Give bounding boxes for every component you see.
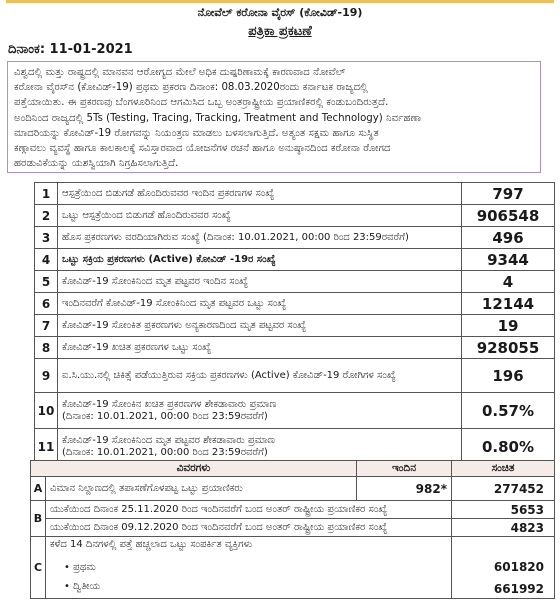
row-value: 4 xyxy=(462,271,555,293)
table-row xyxy=(31,477,555,501)
intro-line: ವಿಶ್ವದಲ್ಲಿ ಮತ್ತು ರಾಷ್ಟ್ರದಲ್ಲಿ ಮಾನವನ ಆರೋಗ್ಯದ ಮೇಲೆ ಅಧಿಕ ದುಷ್ಪರಿಣಾಮಕ್ಕೆ ಕಾರಣವಾದ ನೋವೆಲ್ xyxy=(14,67,346,78)
contacts-description: ಕಳೆದ 14 ದಿನಗಳಲ್ಲಿ ಪತ್ತೆ ಹಚ್ಚಲಾದ ಒಟ್ಟು ಸಂಪರ್ಕಿತ ವ್ಯಕ್ತಿಗಳು xyxy=(50,539,253,550)
row-description: ಕೋವಿಡ್-19 ಸೋಂಕಿನಿಂದ ಮೃತ ಪಟ್ಟವರ ಇಂದಿನ ಸಂಖ್ಯೆ xyxy=(58,271,462,293)
row-value: 196 xyxy=(462,359,555,393)
row-today-value: 982* xyxy=(357,477,452,501)
row-description-date: (ದಿನಾಂಕ: 10.01.2021, 00:00 ರಿಂದ 23:59ರವರೆಗೆ) xyxy=(62,410,268,422)
row-total-value xyxy=(452,537,555,599)
table-row xyxy=(31,537,555,599)
intro-line: ಅಂದಿನಿಂದ ರಾಜ್ಯದಲ್ಲಿ 5Ts (Testing, Tracing, Tracking, Treatment and Technology) ನಿರ್ವಹಣಾ xyxy=(14,112,422,124)
row-description: ಇಂದಿನವರೆಗೆ ಕೋವಿಡ್-19 ಸೋಂಕಿನಿಂದ ಮೃತ ಪಟ್ಟವರ ಒಟ್ಟು ಸಂಖ್ಯೆ xyxy=(58,293,462,315)
row-description: ಒಟ್ಟು ಸಕ್ರಿಯ ಪ್ರಕರಣಗಳು (Active) ಕೋವಿಡ್ -19ರ ಸಂಖ್ಯೆ xyxy=(58,249,462,271)
row-description: ಒಟ್ಟು ಆಸ್ಪತ್ರೆಯಿಂದ ಬಿಡುಗಡೆ ಹೊಂದಿರುವವರ ಸಂಖ್ಯೆ xyxy=(58,205,462,227)
row-description: ಐ.ಸಿ.ಯು.ನಲ್ಲಿ ಚಿಕಿತ್ಸೆ ಪಡೆಯುತ್ತಿರುವ ಸಕ್ರಿಯ ಪ್ರಕರಣಗಳು (Active) ಕೋವಿಡ್-19 ರೋಗಿಗಳ ಸಂಖ್ಯೆ xyxy=(58,359,462,393)
table-row xyxy=(35,337,555,359)
row-value: 9344 xyxy=(462,249,555,271)
row-number: 1 xyxy=(35,183,58,205)
row-description-line: ಕೋವಿಡ್-19 ಸೋಂಕಿನ ಖಚಿತ ಪ್ರಕರಣಗಳ ಶೇಕಡಾವಾರು ಪ್ರಮಾಣ xyxy=(62,398,277,410)
page-title: ನೋವೆಲ್ ಕರೋನಾ ವೈರಸ್ (ಕೋವಿಡ್-19) xyxy=(197,6,363,19)
row-value: 496 xyxy=(462,227,555,249)
column-header-today: ಇಂದಿನ xyxy=(357,461,452,477)
row-value: 19 xyxy=(462,315,555,337)
row-label: A xyxy=(31,477,46,501)
row-description-date: (ದಿನಾಂಕ: 10.01.2021, 00:00 ರಿಂದ 23:59ರವರೆಗೆ) xyxy=(62,446,268,458)
release-date: ದಿನಾಂಕ: 11-01-2021 xyxy=(8,42,133,57)
row-description: ಯುಕೆಯಿಂದ ದಿನಾಂಕ 25.11.2020 ರಿಂದ ಇಂದಿನವರೆಗೆ ಬಂದ ಅಂತರ್ ರಾಷ್ಟ್ರೀಯ ಪ್ರಯಾಣಿಕರ ಸಂಖ್ಯೆ xyxy=(46,501,452,519)
row-number: 7 xyxy=(35,315,58,337)
column-header-cumulative: ಸಂಚಿತ xyxy=(452,461,555,477)
intro-line: ಕರೋನಾ ವೈರಸ್‌ನ (ಕೋವಿಡ್-19) ಪ್ರಥಮ ಪ್ರಕರಣ ದಿನಾಂಕ: 08.03.2020ರಂದು ಕರ್ನಾಟಕ ರಾಜ್ಯದಲ್ಲಿ xyxy=(14,82,368,94)
contacts-secondary-label: • ದ್ವಿತೀಯ xyxy=(64,581,101,592)
row-value: 0.57% xyxy=(462,393,555,429)
row-description: ಕೋವಿಡ್-19 ಖಚಿತ ಪ್ರಕರಣಗಳ ಒಟ್ಟು ಸಂಖ್ಯೆ xyxy=(58,337,462,359)
row-number: 3 xyxy=(35,227,58,249)
row-number: 6 xyxy=(35,293,58,315)
travel-contacts-table xyxy=(30,460,555,599)
row-description: ವಿಮಾನ ನಿಲ್ದಾಣದಲ್ಲಿ ತಪಾಸಣೆಗೊಳಪಟ್ಟ ಒಟ್ಟು ಪ್ರಯಾಣಿಕರು xyxy=(46,477,357,501)
table-row xyxy=(35,359,555,393)
row-value: 12144 xyxy=(462,293,555,315)
contacts-secondary-value: 661992 xyxy=(493,582,544,596)
intro-line: ಕಣ್ಗಾವಲು ವ್ಯವಸ್ಥೆ ಹಾಗೂ ಕಾಲಕಾಲಕ್ಕೆ ಸವಿಸ್ತಾರವಾದ ಯೋಜನೆಗಳ ರಚನೆ ಹಾಗೂ ಅನುಷ್ಠಾನದಿಂದ ಕರೋನಾ ರೋಗದ xyxy=(14,143,391,155)
row-value: 0.80% xyxy=(462,429,555,465)
table-row xyxy=(35,227,555,249)
table-row xyxy=(35,249,555,271)
row-value: 928055 xyxy=(462,337,555,359)
row-number: 2 xyxy=(35,205,58,227)
row-description: ಹೊಸ ಪ್ರಕರಣಗಳು ವರದಿಯಾಗಿರುವ ಸಂಖ್ಯೆ (ದಿನಾಂಕ: 10.01.2021, 00:00 ರಿಂದ 23:59ರವರೆಗೆ) xyxy=(58,227,462,249)
row-value: 797 xyxy=(462,183,555,205)
row-description xyxy=(58,393,462,429)
table-row xyxy=(35,205,555,227)
row-total-value: 5653 xyxy=(452,501,555,519)
table-header-row xyxy=(31,461,555,477)
intro-line: ಹರಡುವಿಕೆಯನ್ನು ಯಶಸ್ವಿಯಾಗಿ ನಿಗ್ರಹಿಸಲಾಗುತ್ತಿದೆ. xyxy=(14,158,179,170)
contacts-primary-value: 601820 xyxy=(493,560,544,574)
row-description: ಕೋವಿಡ್-19 ಸೋಂಕಿತ ಪ್ರಕರಣಗಳು ಅನ್ಯಕಾರಣದಿಂದ ಮೃತ ಪಟ್ಟವರ ಸಂಖ್ಯೆ xyxy=(58,315,462,337)
table-row xyxy=(31,501,555,519)
row-description-line: ಕೋವಿಡ್-19 ಸೋಂಕಿನಿಂದ ಮೃತ ಪಟ್ಟವರ ಶೇಕಡಾವಾರು ಪ್ರಮಾಣ xyxy=(62,434,275,446)
press-release-heading xyxy=(0,24,560,39)
row-total-value: 4823 xyxy=(452,519,555,537)
row-number: 8 xyxy=(35,337,58,359)
table-row xyxy=(35,293,555,315)
intro-paragraph xyxy=(7,61,541,173)
row-description: ಆಸ್ಪತ್ರೆಯಿಂದ ಬಿಡುಗಡೆ ಹೊಂದಿರುವವರ ಇಂದಿನ ಪ್ರಕರಣಗಳ ಸಂಖ್ಯೆ xyxy=(58,183,462,205)
table-row xyxy=(35,393,555,429)
row-description: ಯುಕೆಯಿಂದ ದಿನಾಂಕ 09.12.2020 ರಿಂದ ಇಂದಿನವರೆಗೆ ಬಂದ ಅಂತರ್ ರಾಷ್ಟ್ರೀಯ ಪ್ರಯಾಣಿಕರ ಸಂಖ್ಯೆ xyxy=(46,519,452,537)
row-label: B xyxy=(31,501,46,537)
row-value: 906548 xyxy=(462,205,555,227)
table-row xyxy=(35,271,555,293)
row-description xyxy=(46,537,452,599)
table-row xyxy=(35,183,555,205)
press-release-label: ಪತ್ರಿಕಾ ಪ್ರಕಟಣೆ xyxy=(248,24,312,39)
row-total-value: 277452 xyxy=(452,477,555,501)
table-row xyxy=(31,519,555,537)
contacts-primary-label: • ಪ್ರಥಮ xyxy=(64,562,96,573)
row-number: 9 xyxy=(35,359,58,393)
top-band xyxy=(6,0,554,3)
intro-line: ಮಾದರಿಯನ್ನು ಕೋವಿಡ್-19 ರೋಗವನ್ನು ನಿಯಂತ್ರಣ ಮಾಡಲು ಬಳಸಲಾಗುತ್ತಿದೆ. ಅತ್ಯಂತ ಸಕ್ಷಮ ಹಾಗೂ ಸುಸ್ಥಿತ xyxy=(14,127,379,139)
row-number: 4 xyxy=(35,249,58,271)
table-row xyxy=(35,315,555,337)
row-number: 11 xyxy=(35,429,58,465)
row-number: 10 xyxy=(35,393,58,429)
row-label: C xyxy=(31,537,46,599)
statistics-table xyxy=(34,182,555,465)
intro-line: ಪತ್ತೆಯಾಯಿತು. ಈ ಪ್ರಕರಣವು ಬೆಂಗಳೂರಿನಿಂದ ಆಗಮಿಸಿದ ಒಬ್ಬ ಅಂತರ್ರಾಷ್ಟ್ರೀಯ ಪ್ರಯಾಣಿಕರಲ್ಲಿ ಕಂಡುಬಂದಿರುತ್ತದೆ. xyxy=(14,97,389,109)
row-number: 5 xyxy=(35,271,58,293)
column-header-details: ವಿವರಗಳು xyxy=(31,461,357,477)
